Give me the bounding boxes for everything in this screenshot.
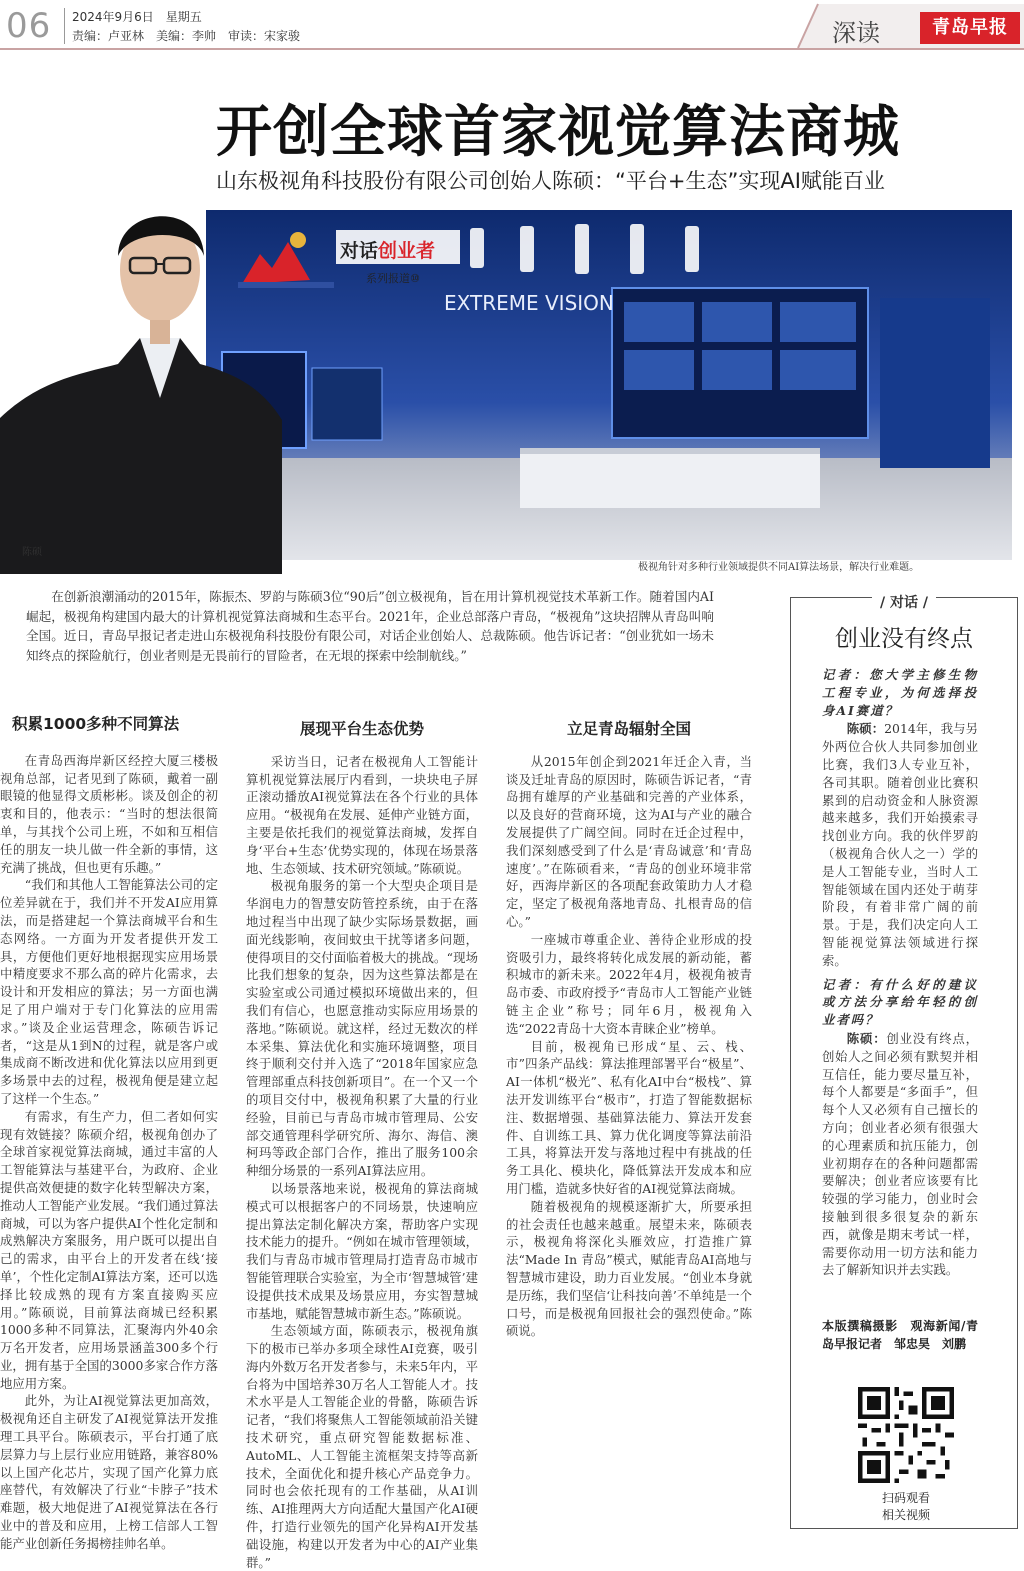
series-badge-number: 系列报道⑩	[366, 272, 420, 285]
interview-question: 记者：有什么好的建议或方法分享给年轻的创业者吗？	[822, 976, 978, 1028]
section-heading: 积累1000多种不同算法	[12, 715, 180, 733]
photo-sign: EXTREME VISION	[444, 291, 614, 315]
article-paragraph: 从2015年创企到2021年迁企入青，当谈及迁址青岛的原因时，陈硕告诉记者，“青岛拥有雄厚的产业基础和完善的产业体系，以及良好的营商环境，这为AI与产业的融合发展提供了广阔空间。同时在迁企过程中，我们深刻感受到了什么是‘青岛诚意’和‘青岛速度’。”在陈硕看来，“青岛的创业环境非常好，西海岸新区的各项配套政策助力人才稳定，坚定了极视角落地青岛、扎根青岛的信心。”	[506, 753, 752, 929]
article-paragraph: 极视角服务的第一个大型央企项目是华润电力的智慧安防管控系统，由于在落地过程当中出现了缺少实际场景数据，画面光线影响，夜间蚊虫干扰等诸多问题，使得项目的交付面临着极大的挑战。“现场比我们想象的复杂，因为这些算法都是在实验室或公司通过模拟环境做出来的，但我们有信心，也愿意推动实际应用场景的落地。”陈硕说。就这样，经过无数次的样本采集、算法优化和实施环境调整，项目终于顺利交付并入选了“2018年国家应急管理部重点科技创新项目”。在一个又一个的项目交付中，极视角积累了大量的行业经验，目前已与青岛市城市管理局、公安部交通管理科学研究所、海尔、海信、澳柯玛等政企部门合作，推出了服务100余种细分场景的一系列AI算法应用。	[246, 878, 478, 1179]
article-paragraph: 目前，极视角已形成“星、云、栈、市”四条产品线：算法推理部署平台“极星”、AI一体机“极光”、私有化AI中台“极栈”、算法开发训练平台“极市”，打造了智能数据标注、数据增强、基础算法能力、算法开发套件、自训练工具、算力优化调度等算法前沿工具，将算法开发与落地过程中有挑战的任务工具化、模块化，降低算法开发成本和应用门槛，造就多快好省的AI视觉算法商城。	[506, 1038, 752, 1196]
article-paragraph: “我们和其他人工智能算法公司的定位差异就在于，我们并不开发AI应用算法，而是搭建起一个算法商城平台和生态网络。一方面为开发者提供开发工具，方便他们更好地根据现实应用场景中精度要求不那么高的碎片化需求，去设计和开发相应的算法；另一方面也满足了用户端对于专门化算法的应用需求。”谈及企业运营理念，陈硕告诉记者，“这是从1到N的过程，就是客户或集成商不断改进和优化算法以应用到更多场景中去的过程，极视角便是建立起了这样一个生态。”	[0, 877, 218, 1106]
article-paragraph: 随着极视角的规模逐渐扩大，所要承担的社会责任也越来越重。展望未来，陈硕表示，极视角将深化头雁效应，打造推广算法“Made In 青岛”模式，赋能青岛AI高地与智慧城市建设，助力百业发展。“创业本身就是历练，我们坚信‘让科技向善’不单纯是一个口号，而是极视角回报社会的强烈使命。”陈硕说。	[506, 1198, 752, 1339]
header-rule	[0, 48, 1024, 50]
section-heading: 展现平台生态优势	[299, 720, 424, 738]
answer-speaker: 陈硕：	[846, 721, 885, 737]
section-heading: 立足青岛辐射全国	[566, 720, 691, 738]
answer-speaker: 陈硕：	[846, 1030, 887, 1046]
sidebar-kicker-text: / 对话 /	[872, 595, 936, 611]
article-paragraph: 生态领域方面，陈硕表示，极视角旗下的极市已举办多项全球性AI竞赛，吸引海内外数万名开发者参与，未来5年内，平台将为中国培养30万名人工智能人才。技术水平是人工智能企业的骨骼，陈硕告诉记者，“我们将聚焦人工智能领域前沿关键技术研究，重点研究智能数据标准、AutoML、人工智能主流框架支持等高新技术，全面优化和提升核心产品竞争力。同时也会依托现有的工作基础，从AI训练、AI推理两大方向适配大量国产化AI硬件，打造行业领先的国产化异构AI开发基础设施，构建以开发者为中心的AI产业集群。”	[246, 1323, 478, 1570]
article-paragraph: 有需求，有生产力，但二者如何实现有效链接？陈硕介绍，极视角创办了全球首家视觉算法商城，通过丰富的人工智能算法与基建平台，为政府、企业提供高效便捷的数字化转型解决方案，推动人工智能产业发展。“我们通过算法商城，可以为客户提供AI个性化定制和成熟解决方案服务，用户既可以提出自己的需求，由平台上的开发者在线‘接单’，个性化定制AI算法方案，还可以选择比较成熟的现有方案直接购买应用。”陈硕说，目前算法商城已经积累1000多种不同算法，汇聚海内外40余万名开发者，应用场景涵盖300多个行业，拥有基于全国的3000多家合作方落地应用方案。	[0, 1108, 218, 1391]
article-paragraph: 以场景落地来说，极视角的算法商城模式可以根据客户的不同场景，快速响应提出算法定制化解决方案，帮助客户实现技术能力的提升。“例如在城市管理领域，我们与青岛市城市管理局打造青岛市城市智能管理联合实验室，为全市‘智慧城管’建设提供技术成果及场景应用，夯实智慧城市基地，赋能智慧城市新生态。”陈硕说。	[246, 1180, 478, 1321]
article-column-2	[246, 707, 478, 1571]
interview-question: 记者：您大学主修生物工程专业，为何选择投身AI赛道？	[822, 667, 978, 718]
article-column-1	[0, 712, 218, 1553]
qr-caption-line-1: 扫码观看	[881, 1491, 930, 1505]
editor-credits: 责编：卢亚林 美编：李帅 审读：宋家骏	[72, 29, 301, 43]
qr-caption-line-2: 相关视频	[881, 1508, 930, 1522]
answer-text: 创业没有终点，创始人之间必须有默契并相互信任，能力要尽量互补，每个人都要是“多面手”，但每个人又必须有自己擅长的方向；创业者必须有很强大的心理素质和抗压能力，创业初期存在的各种问题都需要解决；创业者应该要有比较强的学习能力，创业时会接触到很多很复杂的新东西，就像是期末考试一样，需要你动用一切方法和能力去了解新知识并去实践。	[822, 1030, 979, 1278]
page-subtitle: 山东极视角科技股份有限公司创始人陈硕：“平台+生态”实现AI赋能百业	[216, 169, 885, 193]
article-paragraph: 此外，为让AI视觉算法更加高效，极视角还自主研发了AI视觉算法开发推理工具平台。陈硕表示，平台打通了底层算力与上层行业应用链路，兼容80%以上国产化芯片，实现了国产化算力底座替代，有效解决了行业“卡脖子”技术难题，极大地促进了AI视觉算法在各行业中的普及和应用，上榜工信部人工智能产业创新任务揭榜挂帅名单。	[0, 1393, 218, 1551]
article-paragraph: 一座城市尊重企业、善待企业形成的投资吸引力，最终将转化成发展的新动能，蓄积城市的新未来。2022年4月，极视角被青岛市委、市政府授予“青岛市人工智能产业链链主企业”称号；同年6月，极视角入选“2022青岛十大资本青睐企业”榜单。	[506, 931, 752, 1036]
badge-title-a: 对话	[340, 240, 379, 262]
article-intro: 在创新浪潮涌动的2015年，陈振杰、罗韵与陈硕3位“90后”创立极视角，旨在用计算机视觉技术革新工作。随着国内AI崛起，极视角构建国内最大的计算机视觉算法商城和生态平台。2021年，企业总部落户青岛，“极视角”这块招牌从青岛叫响全国。近日，青岛早报记者走进山东极视角科技股份有限公司，对话企业创始人、总裁陈硕。他告诉记者：“创业犹如一场未知终点的探险航行，创业者则是无畏前行的冒险者，在无垠的探索中绘制航线。”	[26, 589, 714, 663]
article-paragraph: 在青岛西海岸新区经控大厦三楼极视角总部，记者见到了陈硕，戴着一副眼镜的他显得文质彬彬。谈及创企的初衷和目的，他表示：“当时的想法很简单，与其找个公司上班，不如和互相信任的朋友一块儿做一件全新的事情，这充满了挑战，但也更有乐趣。”	[0, 752, 218, 875]
qr-caption	[858, 1490, 954, 1524]
photo-caption: 极视角针对多种行业领域提供不同AI算法场景，解决行业难题。	[638, 562, 920, 573]
page-number: 06	[6, 6, 52, 46]
header-divider	[64, 8, 65, 44]
interview-answer	[822, 720, 978, 969]
issue-date: 2024年9月6日 星期五	[72, 10, 202, 24]
qr-code-icon[interactable]	[858, 1387, 954, 1483]
byline: 本版撰稿摄影 观海新闻/青岛早报记者 邹忠昊 刘鹏	[822, 1319, 978, 1351]
badge-title-b: 创业者	[378, 240, 436, 262]
sidebar-title: 创业没有终点	[835, 626, 973, 652]
sidebar-kicker	[790, 592, 1018, 612]
article-paragraph: 采访当日，记者在极视角人工智能计算机视觉算法展厅内看到，一块块电子屏正滚动播放AI视觉算法在各个行业的具体应用。“极视角在发展、延伸产业链方面，主要是依托我们的视觉算法商城，发挥自身‘平台+生态’优势实现的，体现在场景落地、生态领域、技术研究领域。”陈硕说。	[246, 753, 478, 876]
newspaper-logo: 青岛早报	[920, 12, 1020, 44]
page-title: 开创全球首家视觉算法商城	[216, 100, 900, 165]
article-column-3	[506, 707, 752, 1340]
person-caption: 陈硕	[22, 547, 42, 558]
series-badge-title	[340, 236, 435, 263]
section-label: 深读	[832, 19, 880, 47]
interview-answer	[822, 1030, 978, 1279]
answer-text: 2014年，我与另外两位合伙人共同参加创业比赛，我们3人专业互补，各司其职。随着创业比赛积累到的启动资金和人脉资源越来越多，我们开始摸索寻找创业方向。我的伙伴罗韵（极视角合伙人之一）学的是人工智能专业，当时人工智能领域在国内还处于萌芽阶段，有着非常广阔的前景。于是，我们决定向人工智能视觉算法领域进行探索。	[822, 721, 978, 968]
sidebar-qa	[822, 666, 978, 1279]
